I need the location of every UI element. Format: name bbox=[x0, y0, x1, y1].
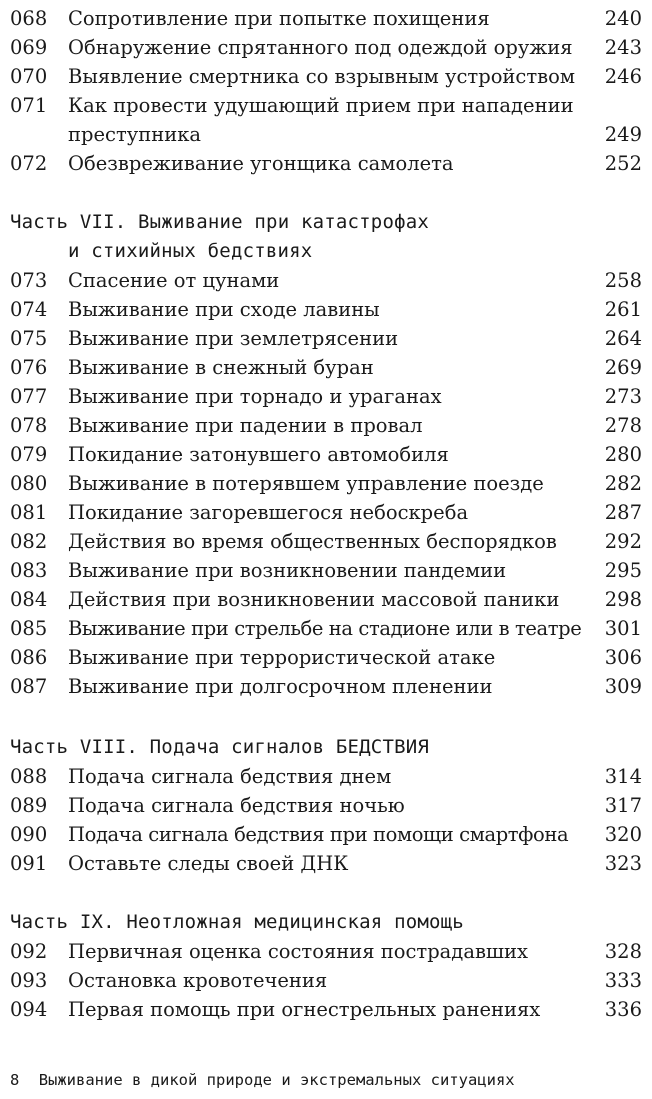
toc-entry bbox=[0, 295, 652, 324]
toc-entry bbox=[0, 469, 652, 498]
entry-number: 077 bbox=[10, 385, 48, 408]
toc-entry bbox=[0, 266, 652, 295]
entry-number: 069 bbox=[10, 36, 48, 59]
entry-number: 079 bbox=[10, 443, 48, 466]
entry-page: 261 bbox=[604, 298, 642, 321]
entry-page: 246 bbox=[604, 65, 642, 88]
entry-page: 301 bbox=[604, 617, 642, 640]
entry-title: Подача сигнала бедствия ночью bbox=[68, 794, 405, 817]
entry-number: 081 bbox=[10, 501, 48, 524]
entry-title: Выживание при стрельбе на стадионе или в театре bbox=[68, 617, 582, 640]
entry-page: 309 bbox=[604, 675, 642, 698]
entry-page: 264 bbox=[604, 327, 642, 350]
toc-entry bbox=[0, 995, 652, 1024]
part-heading-9: Часть IX. Неотложная медицинская помощь bbox=[10, 911, 464, 933]
entry-title: Выживание в снежный буран bbox=[68, 356, 374, 379]
entry-title: Оставьте следы своей ДНК bbox=[68, 852, 349, 875]
entry-title: Выживание при долгосрочном пленении bbox=[68, 675, 493, 698]
entry-title: Выживание при возникновении пандемии bbox=[68, 559, 507, 582]
entry-title: Подача сигнала бедствия при помощи смартфона bbox=[68, 823, 569, 846]
entry-number: 078 bbox=[10, 414, 48, 437]
toc-entry bbox=[0, 672, 652, 701]
entry-page: 328 bbox=[604, 940, 642, 963]
entry-number: 089 bbox=[10, 794, 48, 817]
entry-page: 323 bbox=[604, 852, 642, 875]
entry-title: Действия во время общественных беспорядков bbox=[68, 530, 557, 553]
entry-page: 314 bbox=[604, 765, 642, 788]
entry-page: 336 bbox=[604, 998, 642, 1021]
toc-entry bbox=[0, 614, 652, 643]
entry-page: 240 bbox=[604, 7, 642, 30]
toc-entry bbox=[0, 324, 652, 353]
entry-number: 085 bbox=[10, 617, 48, 640]
entry-page: 317 bbox=[604, 794, 642, 817]
entry-number: 076 bbox=[10, 356, 48, 379]
toc-entry bbox=[0, 527, 652, 556]
entry-title: Выявление смертника со взрывным устройством bbox=[68, 65, 576, 88]
entry-number: 074 bbox=[10, 298, 48, 321]
entry-title: Покидание загоревшегося небоскреба bbox=[68, 501, 469, 524]
entry-number: 094 bbox=[10, 998, 48, 1021]
entry-title: Обнаружение спрятанного под одеждой оружия bbox=[68, 36, 573, 59]
entry-number: 086 bbox=[10, 646, 48, 669]
entry-number: 083 bbox=[10, 559, 48, 582]
entry-title: Выживание при падении в провал bbox=[68, 414, 423, 437]
entry-title: Обезвреживание угонщика самолета bbox=[68, 152, 454, 175]
entry-page: 249 bbox=[604, 123, 642, 146]
part-heading-7-subtitle: и стихийных бедствиях bbox=[68, 240, 313, 262]
entry-title: Выживание при торнадо и ураганах bbox=[68, 385, 442, 408]
entry-page: 298 bbox=[604, 588, 642, 611]
entry-number: 071 bbox=[10, 94, 48, 117]
entry-title: Как провести удушающий прием при нападении bbox=[68, 94, 574, 117]
entry-title: Первая помощь при огнестрельных ранениях bbox=[68, 998, 541, 1021]
entry-page: 287 bbox=[604, 501, 642, 524]
entry-number: 070 bbox=[10, 65, 48, 88]
toc-entry bbox=[0, 62, 652, 91]
entry-page: 320 bbox=[604, 823, 642, 846]
entry-number: 084 bbox=[10, 588, 48, 611]
entry-page: 280 bbox=[604, 443, 642, 466]
toc-entry bbox=[0, 820, 652, 849]
entry-page: 306 bbox=[604, 646, 642, 669]
entry-number: 088 bbox=[10, 765, 48, 788]
toc-entry-continuation bbox=[0, 120, 652, 149]
entry-page: 269 bbox=[604, 356, 642, 379]
entry-title: Действия при возникновении массовой паники bbox=[68, 588, 560, 611]
entry-number: 092 bbox=[10, 940, 48, 963]
entry-title: Выживание при сходе лавины bbox=[68, 298, 380, 321]
toc-entry bbox=[0, 937, 652, 966]
toc-entry bbox=[0, 585, 652, 614]
entry-page: 252 bbox=[604, 152, 642, 175]
toc-entry bbox=[0, 556, 652, 585]
toc-entry bbox=[0, 4, 652, 33]
part-heading-8: Часть VIII. Подача сигналов БЕДСТВИЯ bbox=[10, 736, 430, 758]
entry-page: 278 bbox=[604, 414, 642, 437]
entry-number: 090 bbox=[10, 823, 48, 846]
toc-entry bbox=[0, 91, 652, 120]
entry-page: 333 bbox=[604, 969, 642, 992]
part-heading-7: Часть VII. Выживание при катастрофах bbox=[10, 211, 430, 233]
toc-entry bbox=[0, 33, 652, 62]
entry-page: 243 bbox=[604, 36, 642, 59]
toc-entry bbox=[0, 791, 652, 820]
entry-title: Выживание при террористической атаке bbox=[68, 646, 496, 669]
toc-entry bbox=[0, 849, 652, 878]
entry-number: 073 bbox=[10, 269, 48, 292]
toc-entry bbox=[0, 149, 652, 178]
footer-running-title: Выживание в дикой природе и экстремальных ситуациях bbox=[38, 1071, 515, 1089]
toc-entry bbox=[0, 966, 652, 995]
entry-title: Спасение от цунами bbox=[68, 269, 280, 292]
entry-title: Покидание затонувшего автомобиля bbox=[68, 443, 449, 466]
entry-number: 068 bbox=[10, 7, 48, 30]
entry-number: 087 bbox=[10, 675, 48, 698]
toc-entry bbox=[0, 762, 652, 791]
toc-entry bbox=[0, 498, 652, 527]
entry-number: 091 bbox=[10, 852, 48, 875]
entry-page: 295 bbox=[604, 559, 642, 582]
entry-number: 072 bbox=[10, 152, 48, 175]
entry-page: 258 bbox=[604, 269, 642, 292]
entry-title: Выживание при землетрясении bbox=[68, 327, 399, 350]
entry-title: Подача сигнала бедствия днем bbox=[68, 765, 392, 788]
entry-page: 292 bbox=[604, 530, 642, 553]
entry-number: 093 bbox=[10, 969, 48, 992]
entry-number: 075 bbox=[10, 327, 48, 350]
footer-page-number: 8 bbox=[10, 1071, 20, 1089]
entry-title: Первичная оценка состояния пострадавших bbox=[68, 940, 529, 963]
entry-page: 273 bbox=[604, 385, 642, 408]
toc-entry bbox=[0, 353, 652, 382]
entry-title-continuation: преступника bbox=[68, 123, 202, 146]
entry-number: 082 bbox=[10, 530, 48, 553]
entry-title: Сопротивление при попытке похищения bbox=[68, 7, 490, 30]
toc-entry bbox=[0, 411, 652, 440]
entry-title: Выживание в потерявшем управление поезде bbox=[68, 472, 544, 495]
toc-entry bbox=[0, 643, 652, 672]
entry-number: 080 bbox=[10, 472, 48, 495]
toc-entry bbox=[0, 382, 652, 411]
entry-page: 282 bbox=[604, 472, 642, 495]
toc-entry bbox=[0, 440, 652, 469]
page-footer bbox=[10, 1068, 515, 1092]
entry-title: Остановка кровотечения bbox=[68, 969, 328, 992]
